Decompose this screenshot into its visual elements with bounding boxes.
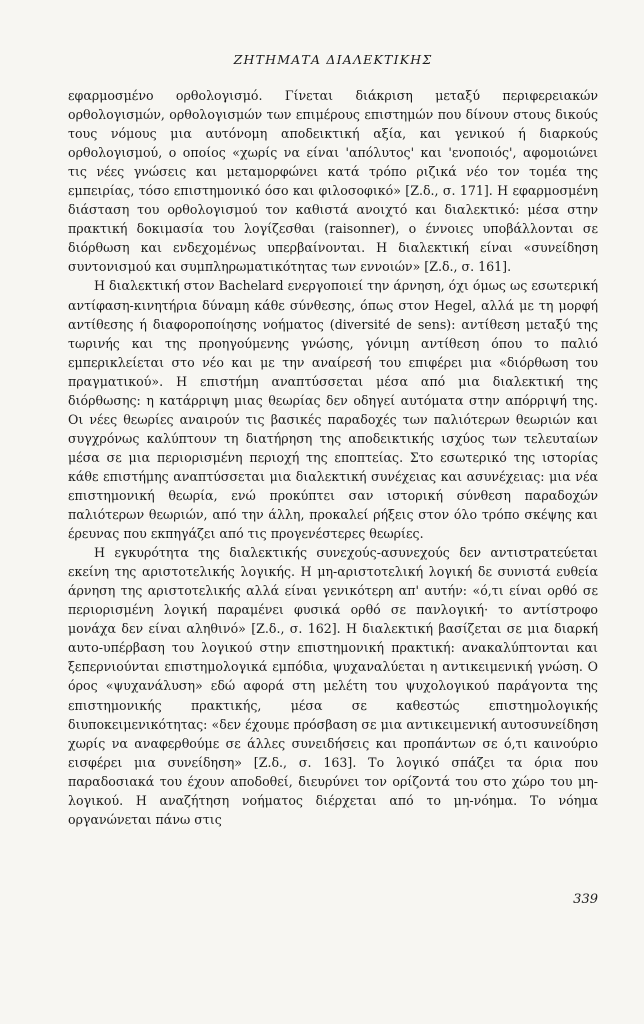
paragraph-1: εφαρμοσμένο ορθολογισμό. Γίνεται διάκριση μεταξύ περιφερειακών ορθολογισμών, ορθολογισμών των επιμέρους επιστημών που δίνουν στους δικούς τους νόμους μια αυτόνομη αποδεικτική αξία, και γενικού ή διαρκούς ορθολογισμού, ο οποίος «χωρίς να είναι 'απόλυτος' και 'ενοποιός', αφομοιώνει τις νέες γνώσεις και μεταμορφώνει κατά τρόπο ριζικά νέο τον τομέα της εμπειρίας, τόσο επιστημονικό όσο και φιλοσοφικό» [Ζ.δ., σ. 171]. Η εφαρμοσμένη διάσταση του ορθολογισμού τον καθιστά ανοιχτό και διαλεκτικό: μέσα στην πρακτική δοκιμασία του λογίζεσθαι (raisonner), ο έννοιες υποβάλλονται σε διόρθωση και ενδεχομένως υπερβαίνονται. Η διαλεκτική είναι «συνείδηση συντονισμού και συμπληρωματικότητας των εννοιών» [Ζ.δ., σ. 161]. — [68, 88, 598, 275]
paragraph-3: Η εγκυρότητα της διαλεκτικής συνεχούς-ασυνεχούς δεν αντιστρατεύεται εκείνη της αριστοτελικής λογικής. Η μη-αριστοτελική λογική δε συνιστά ευθεία άρνηση της αριστοτελικής αλλά είναι γενικότερη απ' αυτήν: «ό,τι είναι ορθό σε περιορισμένη λογική παραμένει φυσικά ορθό σε πανλογική· το αντίστροφο μονάχα δεν είναι αληθινό» [Ζ.δ., σ. 162]. Η διαλεκτική βασίζεται σε μια διαρκή αυτο-υπέρβαση του λογικού στην επιστημονική πρακτική: ανακαλύπτονται και ξεπερνιούνται επιστημολογικά εμπόδια, ψυχαναλύεται η αντικειμενική γνώση. Ο όρος «ψυχανάλυση» εδώ αφορά στη μελέτη του ψυχολογικού παράγοντα της επιστημονικής πρακτικής, μέσα σε καθεστώς επιστημολογικής διυποκειμενικότητας: «δεν έχουμε πρόσβαση σε μια αντικειμενική αυτοσυνείδηση χωρίς να αναφερθούμε σε άλλες συνειδήσεις και προπάντων σε ό,τι καινούριο εισφέρει μια συνείδηση» [Ζ.δ., σ. 163]. Το λογικό σπάζει τα όρια που παραδοσιακά του έχουν αποδοθεί, διευρύνει τον ορίζοντά του στο χώρο του μη-λογικού. Η αναζήτηση νοήματος διέρχεται από το μη-νόημα. Το νόημα οργανώνεται πάνω στις — [68, 545, 598, 827]
running-head: ΖΗΤΗΜΑΤΑ ΔΙΑΛΕΚΤΙΚΗΣ — [233, 52, 433, 67]
page-number: 339 — [573, 892, 598, 907]
book-page — [68, 52, 598, 1002]
paragraph-2: Η διαλεκτική στον Bachelard ενεργοποιεί την άρνηση, όχι όμως ως εσωτερική αντίφαση-κινητήρια δύναμη κάθε σύνθεσης, όπως στον Hegel, αλλά με τη μορφή αντίθεσης ή διαφοροποίησης νοήματος (diversité de sens): αντίθεση μεταξύ της τωρινής και της προηγούμενης γνώσης, γόνιμη αντίθεση όπου το παλιό εμπερικλείεται στο νέο και με την αναίρεσή του επιφέρει μια «διόρθωση του πραγματικού». Η επιστήμη αναπτύσσεται μέσα από μια διαλεκτική της διόρθωσης: η κατάρριψη μιας θεωρίας δεν οδηγεί αυτόματα στην απόρριψή της. Οι νέες θεωρίες αναιρούν τις βασικές παραδοχές των παλιότερων θεωριών και συγχρόνως καλύπτουν τη διατήρηση της αποδεικτικής ισχύος των τελευταίων μέσα σε μια περιορισμένη περιοχή της εποπτείας. Στο εσωτερικό της ιστορίας κάθε επιστήμης αναπτύσσεται μια διαλεκτική συνέχειας και ασυνέχειας: μια νέα επιστημονική θεωρία, ενώ προκύπτει σαν ιστορική σύνθεση παραδοχών παλιότερων θεωριών, από την άλλη, προκαλεί ρήξεις στον όλο τρόπο σκέψης και έρευνας που εκπηγάζει από τις προγενέστερες θεωρίες. — [68, 278, 598, 542]
